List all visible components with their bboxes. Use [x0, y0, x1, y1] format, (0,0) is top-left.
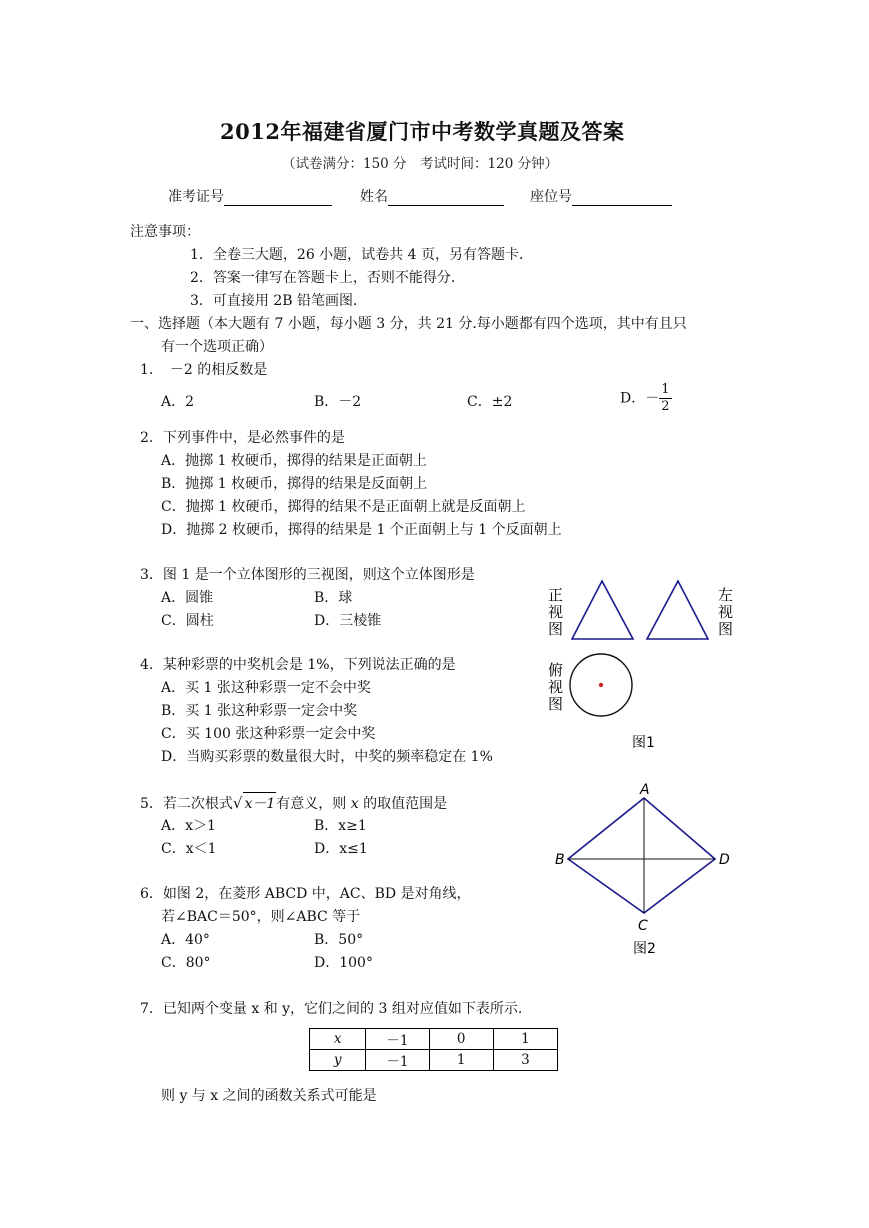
- q1-d-prefix: D．－: [620, 390, 660, 407]
- q1-option-b: B．－2: [314, 394, 362, 410]
- figure2-caption: 图2: [633, 941, 656, 957]
- admission-number-field[interactable]: [168, 186, 332, 206]
- q2-option-b: B．抛掷 1 枚硬币，掷得的结果是反面朝上: [161, 476, 428, 492]
- q2-option-a: A．抛掷 1 枚硬币，掷得的结果是正面朝上: [161, 453, 427, 469]
- left-view-label-char: 左: [718, 586, 734, 604]
- q5-option-a: A．x＞1: [161, 818, 216, 834]
- q1-option-d: [620, 382, 672, 415]
- front-view-label-char: 正: [548, 586, 564, 604]
- q6-stem: 6．如图 2，在菱形 ABCD 中，AC、BD 是对角线，: [140, 886, 471, 902]
- seat-number-label: 座位号: [530, 189, 572, 205]
- q5-stem-pre: 5．若二次根式: [140, 796, 233, 812]
- notice-item: 1．全卷三大题，26 小题，试卷共 4 页，另有答题卡．: [190, 247, 533, 263]
- top-view-label-char: 视: [548, 678, 564, 696]
- vertex-a-label: A: [640, 782, 650, 798]
- q6-option-d: D．100°: [314, 955, 373, 971]
- rhombus-abcd: [568, 798, 715, 913]
- table-cell: －1: [366, 1029, 429, 1050]
- front-view-label-char: 图: [548, 620, 564, 638]
- fraction-denominator: 2: [661, 399, 670, 414]
- section-heading-cont: 有一个选项正确）: [161, 339, 273, 355]
- table-cell: 0: [429, 1029, 493, 1050]
- figure1-caption: 图1: [632, 735, 655, 751]
- notice-item: 2．答案一律写在答题卡上，否则不能得分．: [190, 270, 465, 286]
- q7-stem: 7．已知两个变量 x 和 y，它们之间的 3 组对应值如下表所示.: [140, 1001, 523, 1017]
- front-view-label-char: 视: [548, 603, 564, 621]
- table-row: [310, 1029, 558, 1050]
- q4-option-a: A．买 1 张这种彩票一定不会中奖: [161, 680, 371, 696]
- q1-d-fraction: [659, 382, 671, 415]
- q2-stem: 2．下列事件中，是必然事件的是: [140, 430, 345, 446]
- front-view-triangle: [572, 581, 633, 639]
- admission-number-blank[interactable]: [224, 190, 332, 206]
- name-blank[interactable]: [388, 190, 504, 206]
- q5-stem: [140, 792, 447, 813]
- q1-option-c: C．±2: [467, 394, 513, 410]
- q3-stem: 3．图 1 是一个立体图形的三视图，则这个立体图形是: [140, 567, 475, 583]
- q2-option-d: D．抛掷 2 枚硬币，掷得的结果是 1 个正面朝上与 1 个反面朝上: [161, 522, 562, 538]
- admission-number-label: 准考证号: [168, 189, 224, 205]
- q5-option-c: C．x＜1: [161, 841, 217, 857]
- q6-option-c: C．80°: [161, 955, 211, 971]
- q7-tail: 则 y 与 x 之间的函数关系式可能是: [161, 1088, 377, 1104]
- figure1-three-views: [540, 575, 750, 760]
- table-cell: y: [310, 1050, 366, 1071]
- q5-option-d: D．x≤1: [314, 841, 368, 857]
- name-field[interactable]: [360, 186, 504, 206]
- vertex-c-label: C: [638, 918, 648, 934]
- figure2-rhombus: [548, 780, 748, 962]
- page-title: 2012年福建省厦门市中考数学真题及答案: [220, 119, 625, 144]
- q5-var: x: [350, 796, 359, 812]
- q6-option-b: B．50°: [314, 932, 364, 948]
- left-view-triangle: [647, 581, 708, 639]
- q1-option-a: A．2: [161, 394, 195, 410]
- q5-stem-post: 的取值范围是: [358, 796, 448, 812]
- table-cell: 1: [493, 1029, 557, 1050]
- q4-option-c: C．买 100 张这种彩票一定会中奖: [161, 726, 376, 742]
- q5-radicand: x－1: [243, 792, 276, 813]
- fraction-numerator: 1: [661, 382, 670, 397]
- vertex-d-label: D: [719, 852, 730, 868]
- q3-option-b: B．球: [314, 590, 353, 606]
- q5-option-b: B．x≥1: [314, 818, 367, 834]
- notice-heading: 注意事项：: [130, 224, 200, 240]
- seat-number-blank[interactable]: [572, 190, 672, 206]
- left-view-label-char: 图: [718, 620, 734, 638]
- vertex-b-label: B: [555, 852, 565, 868]
- left-view-label-char: 视: [718, 603, 734, 621]
- q4-option-d: D．当购买彩票的数量很大时，中奖的频率稳定在 1%: [161, 749, 493, 765]
- q6-stem-cont: 若∠BAC＝50°，则∠ABC 等于: [161, 909, 361, 925]
- q3-option-c: C．圆柱: [161, 613, 214, 629]
- table-row: [310, 1050, 558, 1071]
- q3-option-a: A．圆锥: [161, 590, 214, 606]
- top-view-center-dot: [599, 683, 603, 687]
- radical-sign: √: [232, 794, 243, 812]
- exam-info: （试卷满分：150 分 考试时间：120 分钟）: [282, 156, 559, 172]
- table-cell: 3: [493, 1050, 557, 1071]
- notice-item: 3．可直接用 2B 铅笔画图．: [190, 293, 368, 309]
- q1-stem: 1． －2 的相反数是: [140, 362, 268, 378]
- q7-value-table: [309, 1028, 558, 1071]
- q2-option-c: C．抛掷 1 枚硬币，掷得的结果不是正面朝上就是反面朝上: [161, 499, 526, 515]
- q4-option-b: B．买 1 张这种彩票一定会中奖: [161, 703, 358, 719]
- table-cell: x: [310, 1029, 366, 1050]
- q6-option-a: A．40°: [161, 932, 210, 948]
- seat-number-field[interactable]: [530, 186, 672, 206]
- q4-stem: 4．某种彩票的中奖机会是 1%，下列说法正确的是: [140, 657, 456, 673]
- q3-option-d: D．三棱锥: [314, 613, 382, 629]
- top-view-label-char: 俯: [548, 661, 564, 679]
- top-view-label-char: 图: [548, 695, 564, 713]
- section-heading: 一、选择题（本大题有 7 小题，每小题 3 分，共 21 分.每小题都有四个选项，其中有且只: [130, 316, 687, 332]
- table-cell: －1: [366, 1050, 429, 1071]
- q5-stem-mid: 有意义，则: [276, 796, 351, 812]
- table-cell: 1: [429, 1050, 493, 1071]
- name-label: 姓名: [360, 189, 388, 205]
